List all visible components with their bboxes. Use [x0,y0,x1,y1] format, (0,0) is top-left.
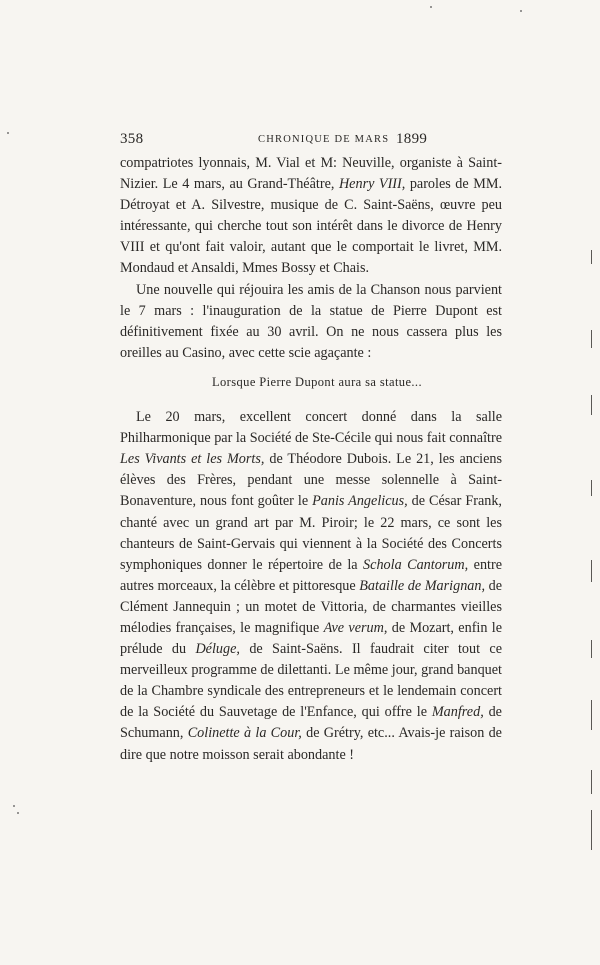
scan-speck [430,6,432,8]
running-header [120,131,502,153]
scan-speck [13,805,15,807]
page-edge-mark [591,640,592,658]
page-edge-mark [591,560,592,582]
body-text [120,153,502,766]
paragraph-1: compatriotes lyonnais, M. Vial et M: Neuville, organiste à Saint-Nizier. Le 4 mars, au Grand-Théâtre, Henry VIII, paroles de MM. Détroyat et A. Silvestre, musique de C. Saint-Saëns, œuvre peu intéressante, qui cherche tout son intérêt dans le divorce de Henry VIII et qu'ont fait valoir, autant que le comportait le livret, MM. Mondaud et Ansaldi, Mmes Bossy et Chais. [120,155,502,277]
page-edge-mark [591,395,592,415]
page-edge-mark [591,810,592,850]
page-edge-mark [591,770,592,794]
page-edge-mark [591,700,592,730]
running-title: CHRONIQUE DE MARS [258,134,390,145]
scan-speck [17,812,19,814]
scan-speck [520,10,522,12]
header-year: 1899 [396,131,428,147]
paragraph-2: Une nouvelle qui réjouira les amis de la Chanson nous parvient le 7 mars : l'inauguration de la statue de Pierre Dupont est définitivement fixée au 30 avril. On ne nous cassera plus les oreilles au Casino, avec cette scie agaçante : [120,281,502,361]
paragraph-3: Le 20 mars, excellent concert donné dans la salle Philharmonique par la Société de Ste-Cécile qui nous fait connaître Les Vivants et les Morts, de Théodore Dubois. Le 21, les anciens élèves des Frères, pendant une messe solennelle à Saint-Bonaventure, nous font goûter le Panis Angelicus, de César Frank, chanté avec un grand art par M. Piroir; le 22 mars, ce sont les chanteurs de Saint-Gervais qui viennent à la Société des Concerts symphoniques donner le répertoire de la Schola Cantorum, entre autres morceaux, la célèbre et pittoresque Bataille de Marignan, de Clément Jannequin ; un motet de Vittoria, de charmantes vieilles mélodies françaises, le magnifique Ave verum, de Mozart, enfin le prélude du Déluge, de Saint-Saëns. Il faudrait citer tout ce merveilleux programme de dilettanti. Le même jour, grand banquet de la Chambre syndicale des entrepreneurs et le lendemain concert de la Société du Sauvetage de l'Enfance, qui offre le Manfred, de Schumann, Colinette à la Cour, de Grétry, etc... Avais-je raison de dire que notre moisson serait abondante ! [120,409,503,763]
page-number: 358 [120,131,144,147]
page-edge-mark [591,330,592,348]
quoted-song-line: Lorsque Pierre Dupont aura sa statue... [212,374,422,389]
page-edge-mark [591,480,592,496]
page-edge-mark [591,250,592,264]
scan-speck [7,132,9,134]
